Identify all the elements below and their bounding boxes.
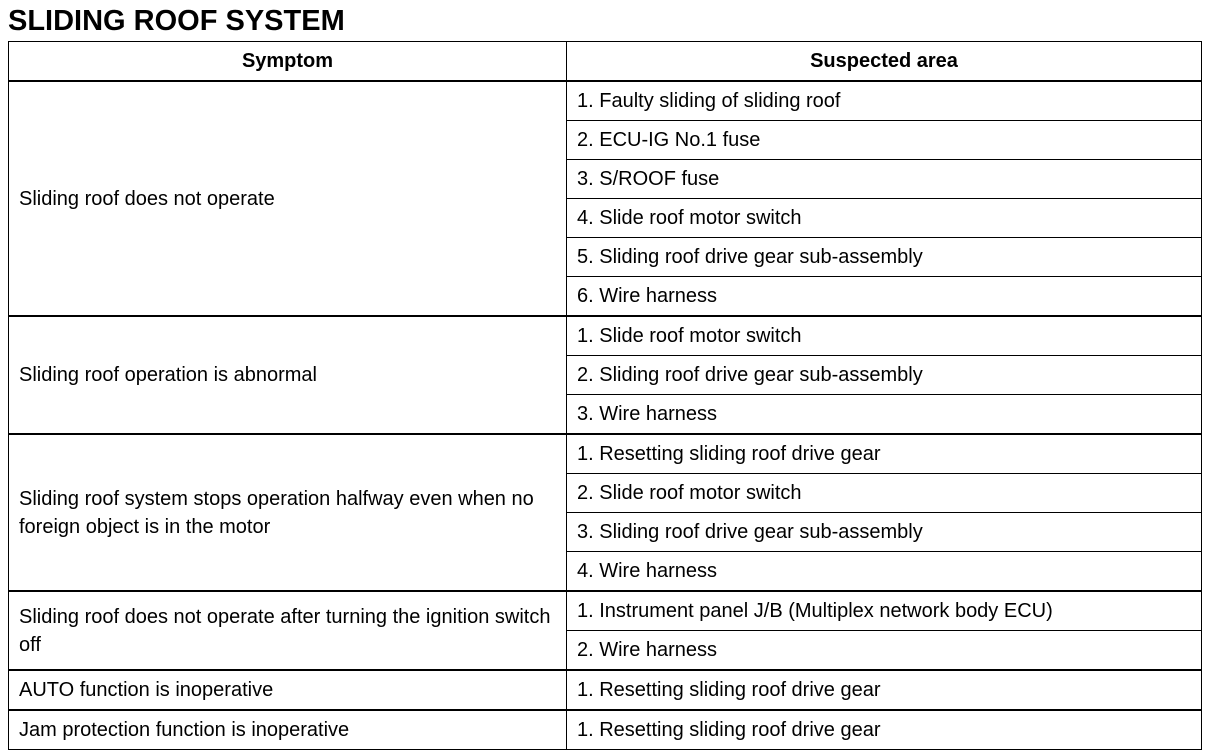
suspected-area-cell: 4. Slide roof motor switch (567, 199, 1202, 238)
symptom-header: Symptom (9, 42, 567, 82)
suspected-area-cell: 4. Wire harness (567, 552, 1202, 592)
table-row (9, 81, 1202, 121)
suspected-area-cell: 1. Slide roof motor switch (567, 316, 1202, 356)
symptom-cell: Sliding roof does not operate (9, 81, 567, 316)
suspected-area-cell: 3. Sliding roof drive gear sub-assembly (567, 513, 1202, 552)
page-title: SLIDING ROOF SYSTEM (8, 5, 345, 37)
symptom-cell: Sliding roof system stops operation halfway even when no foreign object is in the motor (9, 434, 567, 591)
suspected-area-cell: 2. ECU-IG No.1 fuse (567, 121, 1202, 160)
suspected-area-cell: 2. Sliding roof drive gear sub-assembly (567, 356, 1202, 395)
symptom-cell: Jam protection function is inoperative (9, 710, 567, 750)
table-row (9, 670, 1202, 710)
suspected-area-cell: 1. Instrument panel J/B (Multiplex network body ECU) (567, 591, 1202, 631)
suspected-area-header: Suspected area (567, 42, 1202, 82)
table-body (9, 81, 1202, 750)
suspected-area-cell: 3. Wire harness (567, 395, 1202, 435)
suspected-area-cell: 3. S/ROOF fuse (567, 160, 1202, 199)
table-row (9, 591, 1202, 631)
suspected-area-cell: 5. Sliding roof drive gear sub-assembly (567, 238, 1202, 277)
symptom-cell: Sliding roof does not operate after turning the ignition switch off (9, 591, 567, 670)
suspected-area-cell: 1. Resetting sliding roof drive gear (567, 710, 1202, 750)
suspected-area-cell: 1. Resetting sliding roof drive gear (567, 434, 1202, 474)
symptom-cell: Sliding roof operation is abnormal (9, 316, 567, 434)
suspected-area-cell: 1. Resetting sliding roof drive gear (567, 670, 1202, 710)
suspected-area-cell: 1. Faulty sliding of sliding roof (567, 81, 1202, 121)
table-row (9, 434, 1202, 474)
symptom-cell: AUTO function is inoperative (9, 670, 567, 710)
suspected-area-cell: 6. Wire harness (567, 277, 1202, 317)
suspected-area-cell: 2. Wire harness (567, 631, 1202, 671)
table-row (9, 710, 1202, 750)
table-row (9, 316, 1202, 356)
troubleshooting-table (8, 41, 1202, 750)
suspected-area-cell: 2. Slide roof motor switch (567, 474, 1202, 513)
table-header-row (9, 42, 1202, 82)
